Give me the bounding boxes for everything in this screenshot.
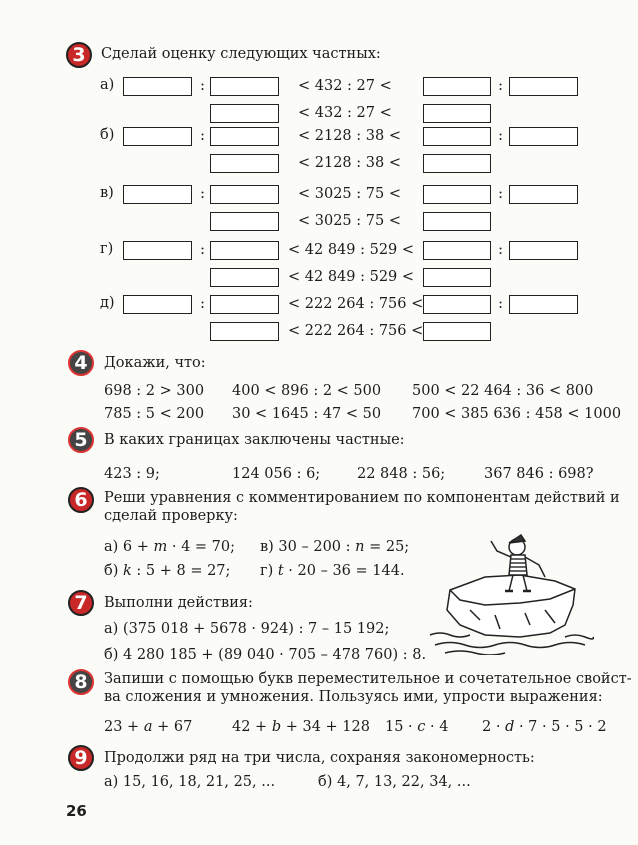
task-number-badge: 9 [68,745,94,771]
inequality-expression: < 432 : 27 < [298,105,392,121]
answer-box[interactable] [210,77,279,96]
colon-sign: : [200,184,206,202]
row-letter: б) [100,127,115,143]
row-letter: в) [100,185,114,201]
equation-a: а) 6 + m · 4 = 70; [104,539,236,555]
inequality-expression: < 42 849 : 529 < [288,242,415,258]
inequality: 500 < 22 464 : 36 < 800 [412,383,594,399]
inequality: 785 : 5 < 200 [104,406,205,422]
answer-box[interactable] [423,77,491,96]
task-title: Запиши с помощью букв переместительное и сочетательное свойст- [104,671,632,687]
answer-box[interactable] [210,104,279,123]
answer-box[interactable] [210,322,279,341]
inequality-expression: < 2128 : 38 < [298,155,401,171]
sequence-b: б) 4, 7, 13, 22, 34, ... [318,774,471,790]
inequality-expression: < 432 : 27 < [298,78,392,94]
answer-box[interactable] [509,185,578,204]
task-title: Докажи, что: [104,355,206,371]
equation-g: г) t · 20 – 36 = 144. [260,563,405,579]
inequality-expression: < 3025 : 75 < [298,186,401,202]
task-number-badge: 5 [68,427,94,453]
sequence-a: а) 15, 16, 18, 21, 25, ... [104,774,276,790]
task-title: Выполни действия: [104,595,253,611]
colon-sign: : [200,126,206,144]
answer-box[interactable] [210,127,279,146]
task-title: Продолжи ряд на три числа, сохраняя закономерность: [104,750,535,766]
equation-v: в) 30 – 200 : n = 25; [260,539,410,555]
row-letter: а) [100,77,115,93]
task-title-continued: сделай проверку: [104,508,238,524]
answer-box[interactable] [210,295,279,314]
answer-box[interactable] [210,154,279,173]
task-number-badge: 8 [68,669,94,695]
page-number: 26 [66,802,87,820]
answer-box[interactable] [423,154,491,173]
expression-a: а) (375 018 + 5678 · 924) : 7 – 15 192; [104,621,390,637]
colon-sign: : [200,240,206,258]
answer-box[interactable] [423,185,491,204]
answer-box[interactable] [423,241,491,260]
answer-box[interactable] [123,77,192,96]
answer-box[interactable] [509,241,578,260]
answer-box[interactable] [123,241,192,260]
task-number-badge: 7 [68,590,94,616]
task-title: Сделай оценку следующих частных: [101,46,381,62]
answer-box[interactable] [210,185,279,204]
task-title-continued: ва сложения и умножения. Пользуясь ими, упрости выражения: [104,689,603,705]
answer-box[interactable] [423,322,491,341]
division-item: 22 848 : 56; [357,466,446,482]
answer-box[interactable] [423,212,491,231]
answer-box[interactable] [423,268,491,287]
boy-on-ice-floe-illustration [425,525,595,655]
colon-sign: : [498,184,504,202]
answer-box[interactable] [210,268,279,287]
inequality-expression: < 222 264 : 756 < [288,323,424,339]
task-title: В каких границах заключены частные: [104,432,405,448]
inequality: 400 < 896 : 2 < 500 [232,383,382,399]
answer-box[interactable] [509,127,578,146]
answer-box[interactable] [123,185,192,204]
answer-box[interactable] [210,241,279,260]
answer-box[interactable] [509,295,578,314]
answer-box[interactable] [123,127,192,146]
colon-sign: : [200,76,206,94]
task-number-badge: 3 [66,42,92,68]
task-number-badge: 4 [68,350,94,376]
task-title: Реши уравнения с комментированием по компонентам действий и [104,490,620,506]
expression-b: б) 4 280 185 + (89 040 · 705 – 478 760) : 8. [104,647,427,663]
inequality-expression: < 3025 : 75 < [298,213,401,229]
inequality-expression: < 2128 : 38 < [298,128,401,144]
colon-sign: : [498,240,504,258]
row-letter: д) [100,295,115,311]
task-number-badge: 6 [68,487,94,513]
inequality: 30 < 1645 : 47 < 50 [232,406,382,422]
division-item: 423 : 9; [104,466,160,482]
inequality-expression: < 42 849 : 529 < [288,269,415,285]
answer-box[interactable] [423,295,491,314]
answer-box[interactable] [509,77,578,96]
answer-box[interactable] [123,295,192,314]
answer-box[interactable] [423,127,491,146]
colon-sign: : [498,126,504,144]
answer-box[interactable] [210,212,279,231]
expression-2: 42 + b + 34 + 128 [232,719,370,735]
inequality: 698 : 2 > 300 [104,383,205,399]
equation-b: б) k : 5 + 8 = 27; [104,563,231,579]
inequality: 700 < 385 636 : 458 < 1000 [412,406,622,422]
expression-4: 2 · d · 7 · 5 · 5 · 2 [482,719,607,735]
row-letter: г) [100,241,114,257]
colon-sign: : [200,294,206,312]
colon-sign: : [498,76,504,94]
expression-3: 15 · c · 4 [385,719,449,735]
division-item: 367 846 : 698? [484,466,594,482]
expression-1: 23 + a + 67 [104,719,193,735]
inequality-expression: < 222 264 : 756 < [288,296,424,312]
colon-sign: : [498,294,504,312]
answer-box[interactable] [423,104,491,123]
division-item: 124 056 : 6; [232,466,321,482]
